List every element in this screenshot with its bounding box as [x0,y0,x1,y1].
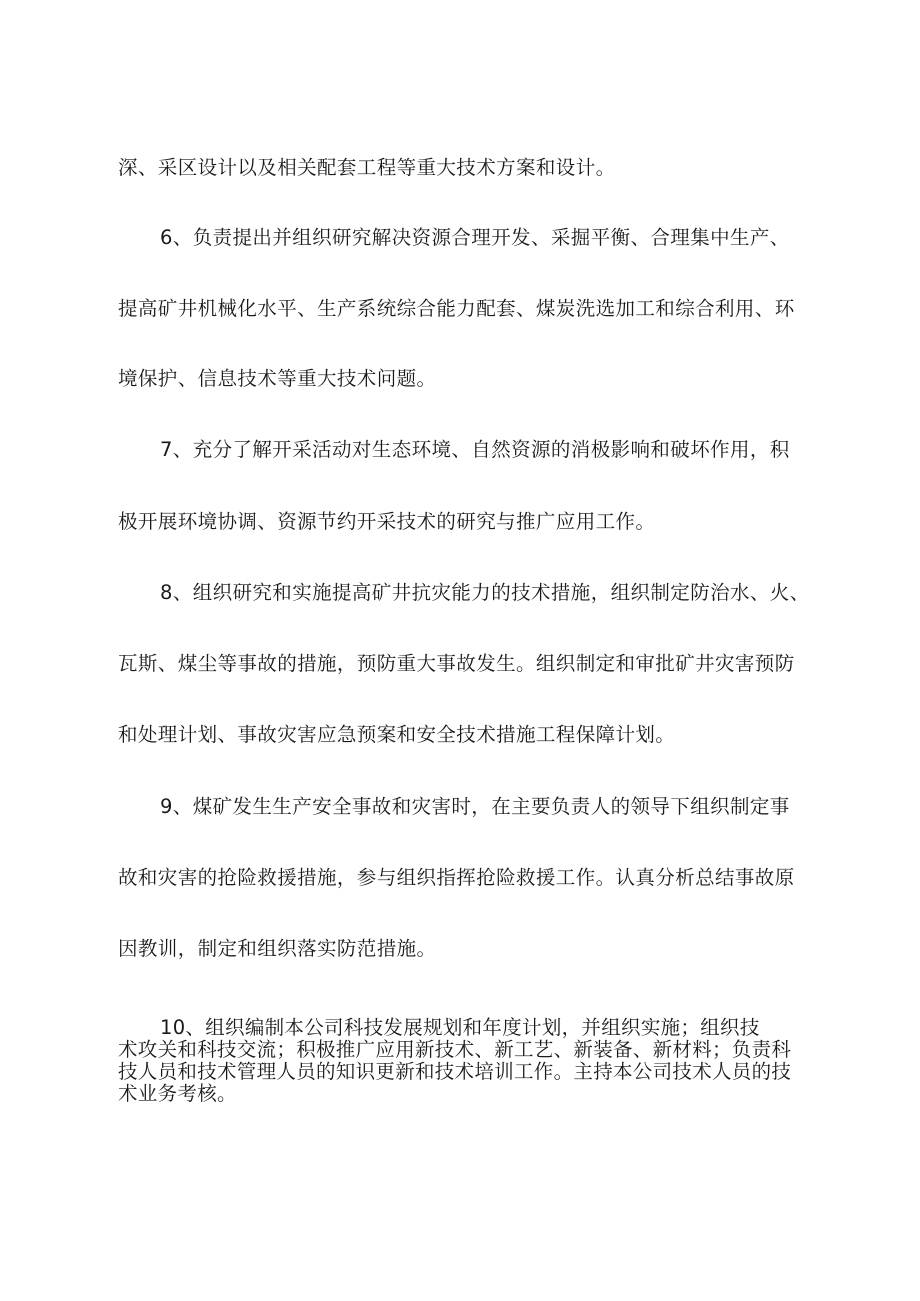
paragraph-line: 境保护、信息技术等重大技术问题。 [118,367,437,390]
paragraph-line: 瓦斯、煤尘等事故的措施，预防重大事故发生。组织制定和审批矿井灾害预防 [118,652,795,675]
paragraph-line: 故和灾害的抢险救援措施，参与组织指挥抢险救援工作。认真分析总结事故原 [118,866,795,889]
paragraph-item-10 [118,1017,818,1105]
paragraph-line: 提高矿井机械化水平、生产系统综合能力配套、煤炭洗选加工和综合利用、环 [118,297,795,320]
paragraph-line: 8、组织研究和实施提高矿井抗灾能力的技术措施，组织制定防治水、火、 [160,581,810,604]
paragraph-line: 技人员和技术管理人员的知识更新和技术培训工作。主持本公司技术人员的技 [118,1060,792,1083]
paragraph-line: 术业务考核。 [118,1082,237,1105]
paragraph-line: 9、煤矿发生生产安全事故和灾害时，在主要负责人的领导下组织制定事 [160,795,790,818]
paragraph-line: 6、负责提出并组织研究解决资源合理开发、采掘平衡、合理集中生产、 [160,226,790,249]
paragraph-line: 7、充分了解开采活动对生态环境、自然资源的消极影响和破坏作用，积 [160,438,790,461]
paragraph-line: 术攻关和科技交流；积极推广应用新技术、新工艺、新装备、新材料；负责科 [118,1038,792,1061]
paragraph-line: 10、组织编制本公司科技发展规划和年度计划，并组织实施；组织技 [160,1016,760,1039]
paragraph-line: 因教训，制定和组织落实防范措施。 [118,937,437,960]
paragraph-line: 极开展环境协调、资源节约开采技术的研究与推广应用工作。 [118,510,656,533]
paragraph-line: 深、采区设计以及相关配套工程等重大技术方案和设计。 [118,156,616,179]
paragraph-line: 和处理计划、事故灾害应急预案和安全技术措施工程保障计划。 [118,723,676,746]
